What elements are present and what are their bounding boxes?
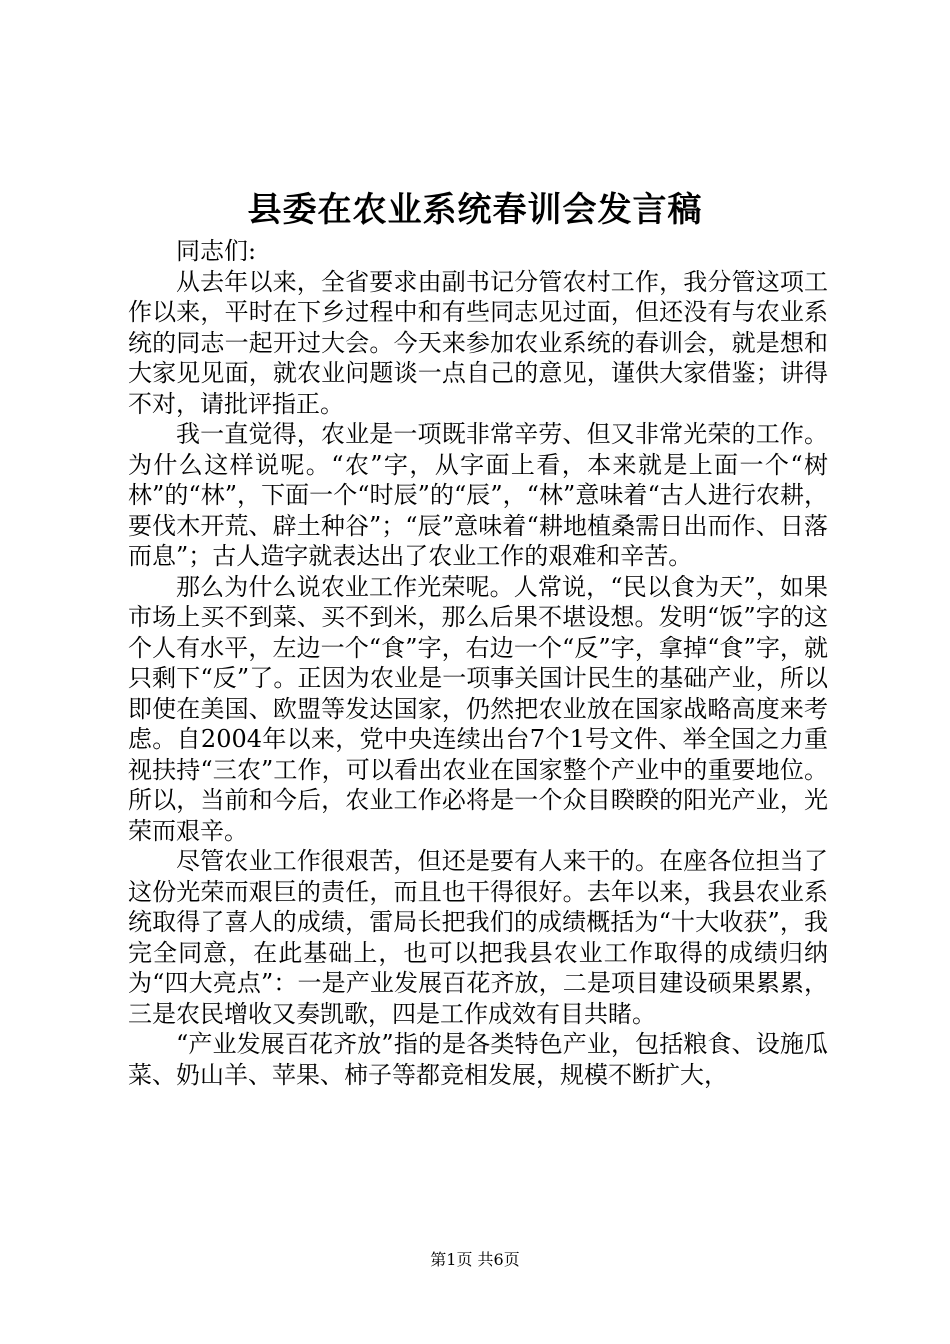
document-body: [128, 236, 828, 1090]
salutation: 同志们:: [176, 237, 257, 265]
paragraph-1: 从去年以来，全省要求由副书记分管农村工作，我分管这项工作以来，平时在下乡过程中和有些同志见过面，但还没有与农业系统的同志一起开过大会。今天来参加农业系统的春训会，就是想和大家见见面，就农业问题谈一点自己的意见，谨供大家借鉴；讲得不对，请批评指正。: [128, 267, 828, 418]
page-footer: 第1页 共6页: [430, 1250, 520, 1269]
document-title: 县委在农业系统春训会发言稿: [247, 190, 703, 230]
paragraph-4: 尽管农业工作很艰苦，但还是要有人来干的。在座各位担当了这份光荣而艰巨的责任，而且也干得很好。去年以来，我县农业系统取得了喜人的成绩，雷局长把我们的成绩概括为“十大收获”，我完全同意，在此基础上，也可以把我县农业工作取得的成绩归纳为“四大亮点”：一是产业发展百花齐放，二是项目建设硕果累累，三是农民增收又奏凯歌，四是工作成效有目共睹。: [128, 847, 828, 1028]
paragraph-3: 那么为什么说农业工作光荣呢。人常说，“民以食为天”，如果市场上买不到菜、买不到米，那么后果不堪设想。发明“饭”字的这个人有水平，左边一个“食”字，右边一个“反”字，拿掉“食”字，就只剩下“反”了。正因为农业是一项事关国计民生的基础产业，所以即使在美国、欧盟等发达国家，仍然把农业放在国家战略高度来考虑。自2004年以来，党中央连续出台7个1号文件、举全国之力重视扶持“三农”工作，可以看出农业在国家整个产业中的重要地位。所以，当前和今后，农业工作必将是一个众目睽睽的阳光产业，光荣而艰辛。: [128, 572, 828, 845]
paragraph-2: 我一直觉得，农业是一项既非常辛劳、但又非常光荣的工作。为什么这样说呢。“农”字，从字面上看，本来就是上面一个“树林”的“林”，下面一个“时辰”的“辰”，“林”意味着“古人进行农耕，要伐木开荒、辟土种谷”；“辰”意味着“耕地植桑需日出而作、日落而息”；古人造字就表达出了农业工作的艰难和辛苦。: [128, 420, 828, 570]
paragraph-5: “产业发展百花齐放”指的是各类特色产业，包括粮食、设施瓜菜、奶山羊、苹果、柿子等都竞相发展，规模不断扩大，: [128, 1030, 828, 1089]
